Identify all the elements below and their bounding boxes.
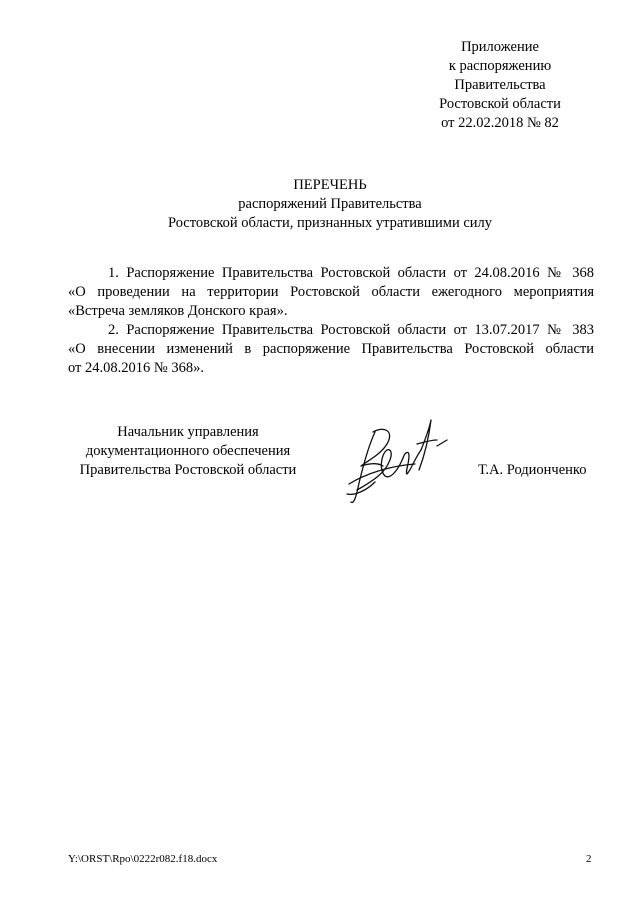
- page-number: 2: [586, 853, 592, 865]
- appendix-line: Приложение: [461, 39, 539, 55]
- list-item-1-line-1: 1. Распоряжение Правительства Ростовской области от 24.08.2016 № 368: [108, 265, 594, 281]
- appendix-line: к распоряжению: [448, 58, 552, 74]
- list-item-2-line-3: от 24.08.2016 № 368».: [68, 360, 204, 376]
- appendix-block: [425, 38, 575, 133]
- appendix-line: от 22.02.2018 № 82: [441, 115, 559, 131]
- position-line: Начальник управления: [117, 424, 259, 440]
- position-line: Правительства Ростовской области: [79, 462, 297, 478]
- document-title: [60, 176, 600, 233]
- title-heading: ПЕРЕЧЕНЬ: [293, 177, 367, 193]
- signatory-name: Т.А. Родионченко: [478, 462, 587, 478]
- handwritten-signature: [345, 410, 455, 510]
- footer-file-path: Y:\ORST\Rpo\0222r082.f18.docx: [68, 853, 218, 865]
- list-item-2-line-2: «О внесении изменений в распоряжение Правительства Ростовской области: [68, 341, 594, 357]
- title-line: распоряжений Правительства: [238, 196, 422, 212]
- appendix-line: Правительства: [454, 77, 546, 93]
- list-item-1-line-2: «О проведении на территории Ростовской области ежегодного мероприятия: [68, 284, 594, 300]
- list-item-1-line-3: «Встреча земляков Донского края».: [68, 303, 288, 319]
- list-item-2-line-1: 2. Распоряжение Правительства Ростовской области от 13.07.2017 № 383: [108, 322, 594, 338]
- repealed-orders-list: [68, 264, 594, 378]
- appendix-line: Ростовской области: [439, 96, 561, 112]
- position-line: документационного обеспечения: [85, 443, 291, 459]
- signatory-position: [68, 423, 308, 480]
- title-line: Ростовской области, признанных утратившими силу: [167, 215, 493, 231]
